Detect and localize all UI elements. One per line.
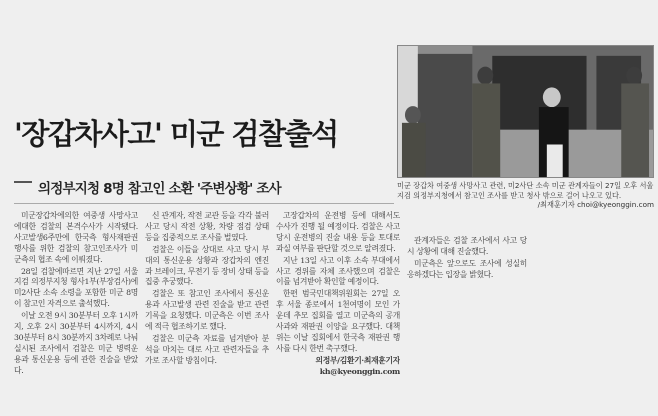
subheadline-bar — [14, 181, 32, 183]
divider-rule — [14, 203, 394, 204]
paragraph: 지난 13일 사고 이후 소속 부대에서 사고 경위를 자체 조사했으며 검찰은 이를 넘겨받아 확인할 예정이다. — [276, 255, 400, 287]
paragraph: 미군측은 앞으로도 조사에 성실히 응하겠다는 입장을 밝혔다. — [407, 258, 527, 279]
paragraph: 검찰은 미군측 자료를 넘겨받아 분석을 마치는 대로 사고 관련자들을 추가로 조사할 방침이다. — [145, 333, 269, 365]
paragraph: 이날 오전 9시 30분부터 오후 1시까지, 오후 2시 30분부터 4시까지, 4시 30분부터 8시 30분까지 3차례로 나눠 실시된 조사에서 검찰은 미군 병력운용과 통신운용 등에 관한 진술을 받았다. — [14, 311, 138, 375]
photo-caption — [397, 181, 654, 210]
paragraph: 검찰은 이들을 상대로 사고 당시 부대의 통신운용 상황과 장갑차의 엔진과 브레이크, 무전기 등 장비 상태 등을 집중 추궁했다. — [145, 244, 269, 287]
paragraph: 28일 검찰에따르면 지난 27일 서울지검 의정부지청 형사1부(부장검사)에 미2사단 소속 소령을 포함한 미군 8명이 참고인 자격으로 출석했다. — [14, 266, 138, 309]
article-headline: '장갑차사고' 미군 검찰출석 — [14, 117, 338, 151]
paragraph: 신 관계자, 작전 교관 등을 각각 불러 사고 당시 작전 상황, 차량 점검 상태 등을 집중적으로 조사를 벌였다. — [145, 211, 269, 242]
article-column-2 — [145, 211, 269, 411]
article-column-1 — [14, 211, 138, 411]
photo-caption-text: 미군 장갑차 여중생 사망사고 관련, 미2사단 소속 미군 관계자들이 27일 오후 서울지검 의정부지청에서 참고인 조사를 받고 청사 밖으로 걸어 나오고 있다. — [397, 181, 654, 200]
article-column-4 — [407, 236, 527, 416]
article-subheadline: 의정부지청 8명 참고인 소환 '주변상황' 조사 — [38, 181, 281, 197]
paragraph: 검찰은 또 참고인 조사에서 통신운용과 사고발생 관련 진술을 받고 관련 기록을 요청했다. 미군측은 이번 조사에 적극 협조하기로 했다. — [145, 289, 269, 332]
paragraph: 고장갑차의 운전병 등에 대해서도 수사가 진행 될 예정이다. 검찰은 사고 당시 운전병의 진술 내용 등을 토대로 과실 여부를 판단할 것으로 알려졌다. — [276, 211, 400, 253]
article-column-3 — [276, 211, 400, 411]
paragraph: 관계자들은 검찰 조사에서 사고 당시 상황에 대해 진술했다. — [407, 236, 527, 256]
photo-soldiers-leaving-building — [398, 46, 653, 177]
article-byline: 의정부/김환기·최재훈기자 kh@kyeonggin.com — [315, 355, 400, 376]
article-photo — [397, 45, 654, 178]
paragraph: 미군장갑차에의한 여중생 사망사고에대한 검찰의 본격수사가 시작됐다. 사고발생6주만에 한국측 형사재판권 행사를 위한 검찰의 참고인조사가 미군측의 협조 속에 이뤄졌다. — [14, 211, 138, 264]
paragraph: 한편 범국민대책위원회는 27일 오후 서울 종로에서 1천여명이 모인 가운데 추모 집회를 열고 미군측의 공개 사과와 재판권 이양을 요구했다. 대책위는 이날 집회에서 한국측 재판권 행사를 다시 한번 촉구했다. — [276, 289, 400, 353]
photo-credit: /최재훈기자 choi@kyeonggin.com — [537, 200, 654, 210]
